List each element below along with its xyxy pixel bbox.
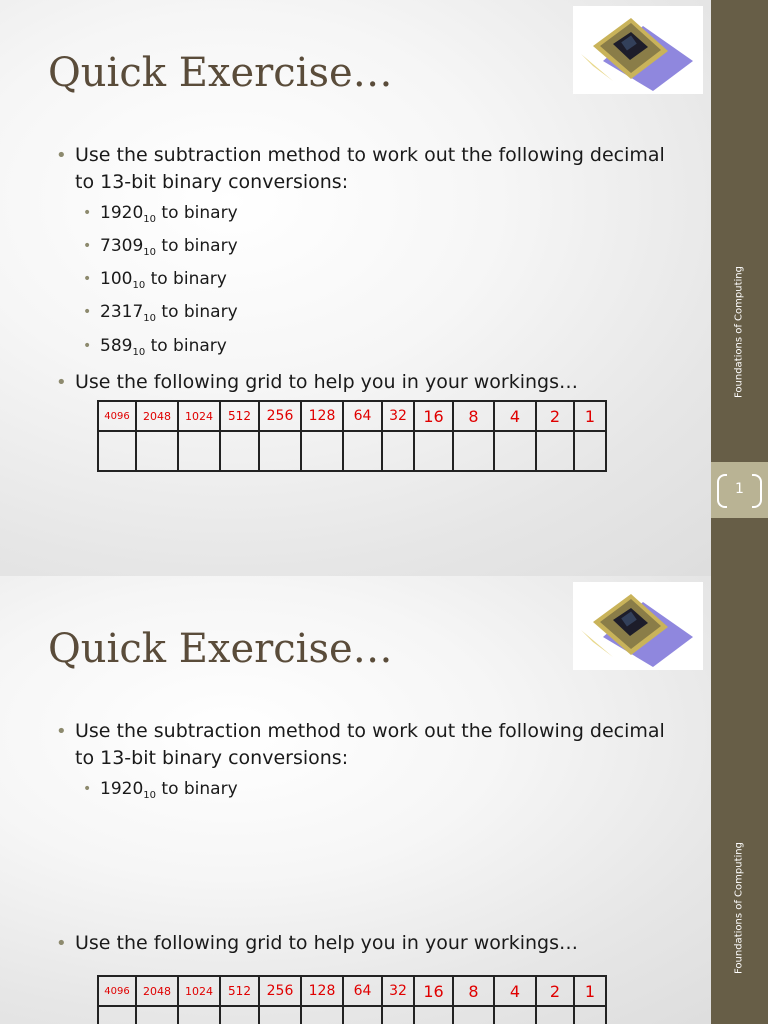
grid-answer-cell[interactable] xyxy=(536,1006,574,1024)
list-item: • $1920_{10}$ to binary xyxy=(83,779,238,801)
grid-header-cell: 2 xyxy=(536,401,574,431)
list-item: • $100_{10}$ to binary xyxy=(83,269,227,291)
grid-answer-cell[interactable] xyxy=(259,431,301,471)
grid-answer-cell[interactable] xyxy=(178,431,220,471)
bullet-icon: • xyxy=(83,781,92,797)
bullet-icon: • xyxy=(83,338,92,354)
grid-header-cell: 2048 xyxy=(136,976,178,1006)
grid-header-cell: 512 xyxy=(220,976,259,1006)
grid-header-row xyxy=(98,401,606,431)
cpu-chip-image xyxy=(573,6,703,94)
binary-grid xyxy=(97,975,607,1024)
grid-header-cell: 2 xyxy=(536,976,574,1006)
slide-title: Quick Exercise… xyxy=(48,50,393,96)
page-number: 1 xyxy=(735,481,744,497)
grid-header-row xyxy=(98,976,606,1006)
grid-header-cell: 32 xyxy=(382,976,414,1006)
grid-answer-cell[interactable] xyxy=(259,1006,301,1024)
grid-header-cell: 256 xyxy=(259,401,301,431)
bullet-line-2: to 13-bit binary conversions: xyxy=(75,747,349,769)
grid-answer-cell[interactable] xyxy=(343,431,382,471)
grid-answer-cell[interactable] xyxy=(343,1006,382,1024)
grid-header-cell: 32 xyxy=(382,401,414,431)
grid-answer-cell[interactable] xyxy=(453,1006,494,1024)
grid-header-cell: 128 xyxy=(301,401,343,431)
bullet-icon: • xyxy=(83,205,92,221)
grid-header-cell: 8 xyxy=(453,401,494,431)
bullet-icon: • xyxy=(83,304,92,320)
bullet-icon: • xyxy=(83,271,92,287)
grid-header-cell: 1024 xyxy=(178,976,220,1006)
grid-header-cell: 16 xyxy=(414,401,453,431)
page-number-badge xyxy=(711,462,768,518)
sidebar-course-label: Foundations of Computing xyxy=(733,266,745,398)
bullet-line-1: Use the subtraction method to work out the following decimal xyxy=(75,720,665,742)
bullet-line-1: Use the subtraction method to work out the following decimal xyxy=(75,144,665,166)
grid-header-cell: 2048 xyxy=(136,401,178,431)
grid-header-cell: 64 xyxy=(343,976,382,1006)
grid-answer-cell[interactable] xyxy=(220,431,259,471)
grid-answer-cell[interactable] xyxy=(136,1006,178,1024)
slide-title: Quick Exercise… xyxy=(48,626,393,672)
grid-header-cell: 256 xyxy=(259,976,301,1006)
list-item: • $2317_{10}$ to binary xyxy=(83,302,238,324)
grid-header-cell: 4096 xyxy=(98,976,136,1006)
list-item: • $1920_{10}$ to binary xyxy=(83,203,238,225)
grid-header-cell: 128 xyxy=(301,976,343,1006)
grid-header-cell: 64 xyxy=(343,401,382,431)
bullet-instructions xyxy=(56,718,665,772)
grid-header-cell: 512 xyxy=(220,401,259,431)
cpu-chip-image xyxy=(573,582,703,670)
slide-2 xyxy=(0,576,768,1024)
grid-header-cell: 4096 xyxy=(98,401,136,431)
bullet-icon: • xyxy=(56,145,67,166)
grid-answer-cell[interactable] xyxy=(220,1006,259,1024)
grid-header-cell: 8 xyxy=(453,976,494,1006)
grid-answer-cell[interactable] xyxy=(178,1006,220,1024)
grid-answer-row xyxy=(98,1006,606,1024)
grid-header-cell: 1024 xyxy=(178,401,220,431)
grid-answer-cell[interactable] xyxy=(414,1006,453,1024)
grid-answer-cell[interactable] xyxy=(98,1006,136,1024)
bullet-line-2: to 13-bit binary conversions: xyxy=(75,171,349,193)
grid-header-cell: 4 xyxy=(494,401,536,431)
grid-answer-cell[interactable] xyxy=(494,1006,536,1024)
grid-header-cell: 1 xyxy=(574,401,606,431)
bullet-grid-instruction: • Use the following grid to help you in your workings… xyxy=(75,369,578,396)
bullet-icon: • xyxy=(83,238,92,254)
grid-answer-cell[interactable] xyxy=(382,1006,414,1024)
grid-header-cell: 4 xyxy=(494,976,536,1006)
grid-answer-cell[interactable] xyxy=(494,431,536,471)
grid-answer-cell[interactable] xyxy=(301,1006,343,1024)
list-item: • $589_{10}$ to binary xyxy=(83,336,227,358)
list-item: • $7309_{10}$ to binary xyxy=(83,236,238,258)
grid-answer-cell[interactable] xyxy=(301,431,343,471)
bullet-grid-instruction: • Use the following grid to help you in your workings… xyxy=(75,930,578,957)
grid-answer-cell[interactable] xyxy=(536,431,574,471)
grid-answer-row xyxy=(98,431,606,471)
grid-answer-cell[interactable] xyxy=(382,431,414,471)
grid-answer-cell[interactable] xyxy=(574,431,606,471)
grid-header-cell: 16 xyxy=(414,976,453,1006)
grid-answer-cell[interactable] xyxy=(453,431,494,471)
grid-answer-cell[interactable] xyxy=(574,1006,606,1024)
grid-answer-cell[interactable] xyxy=(414,431,453,471)
sidebar-course-label: Foundations of Computing xyxy=(733,842,745,974)
bullet-icon: • xyxy=(56,933,67,954)
bullet-instructions xyxy=(56,142,665,196)
bullet-icon: • xyxy=(56,721,67,742)
grid-header-cell: 1 xyxy=(574,976,606,1006)
binary-grid xyxy=(97,400,607,472)
grid-answer-cell[interactable] xyxy=(98,431,136,471)
grid-answer-cell[interactable] xyxy=(136,431,178,471)
bullet-icon: • xyxy=(56,372,67,393)
